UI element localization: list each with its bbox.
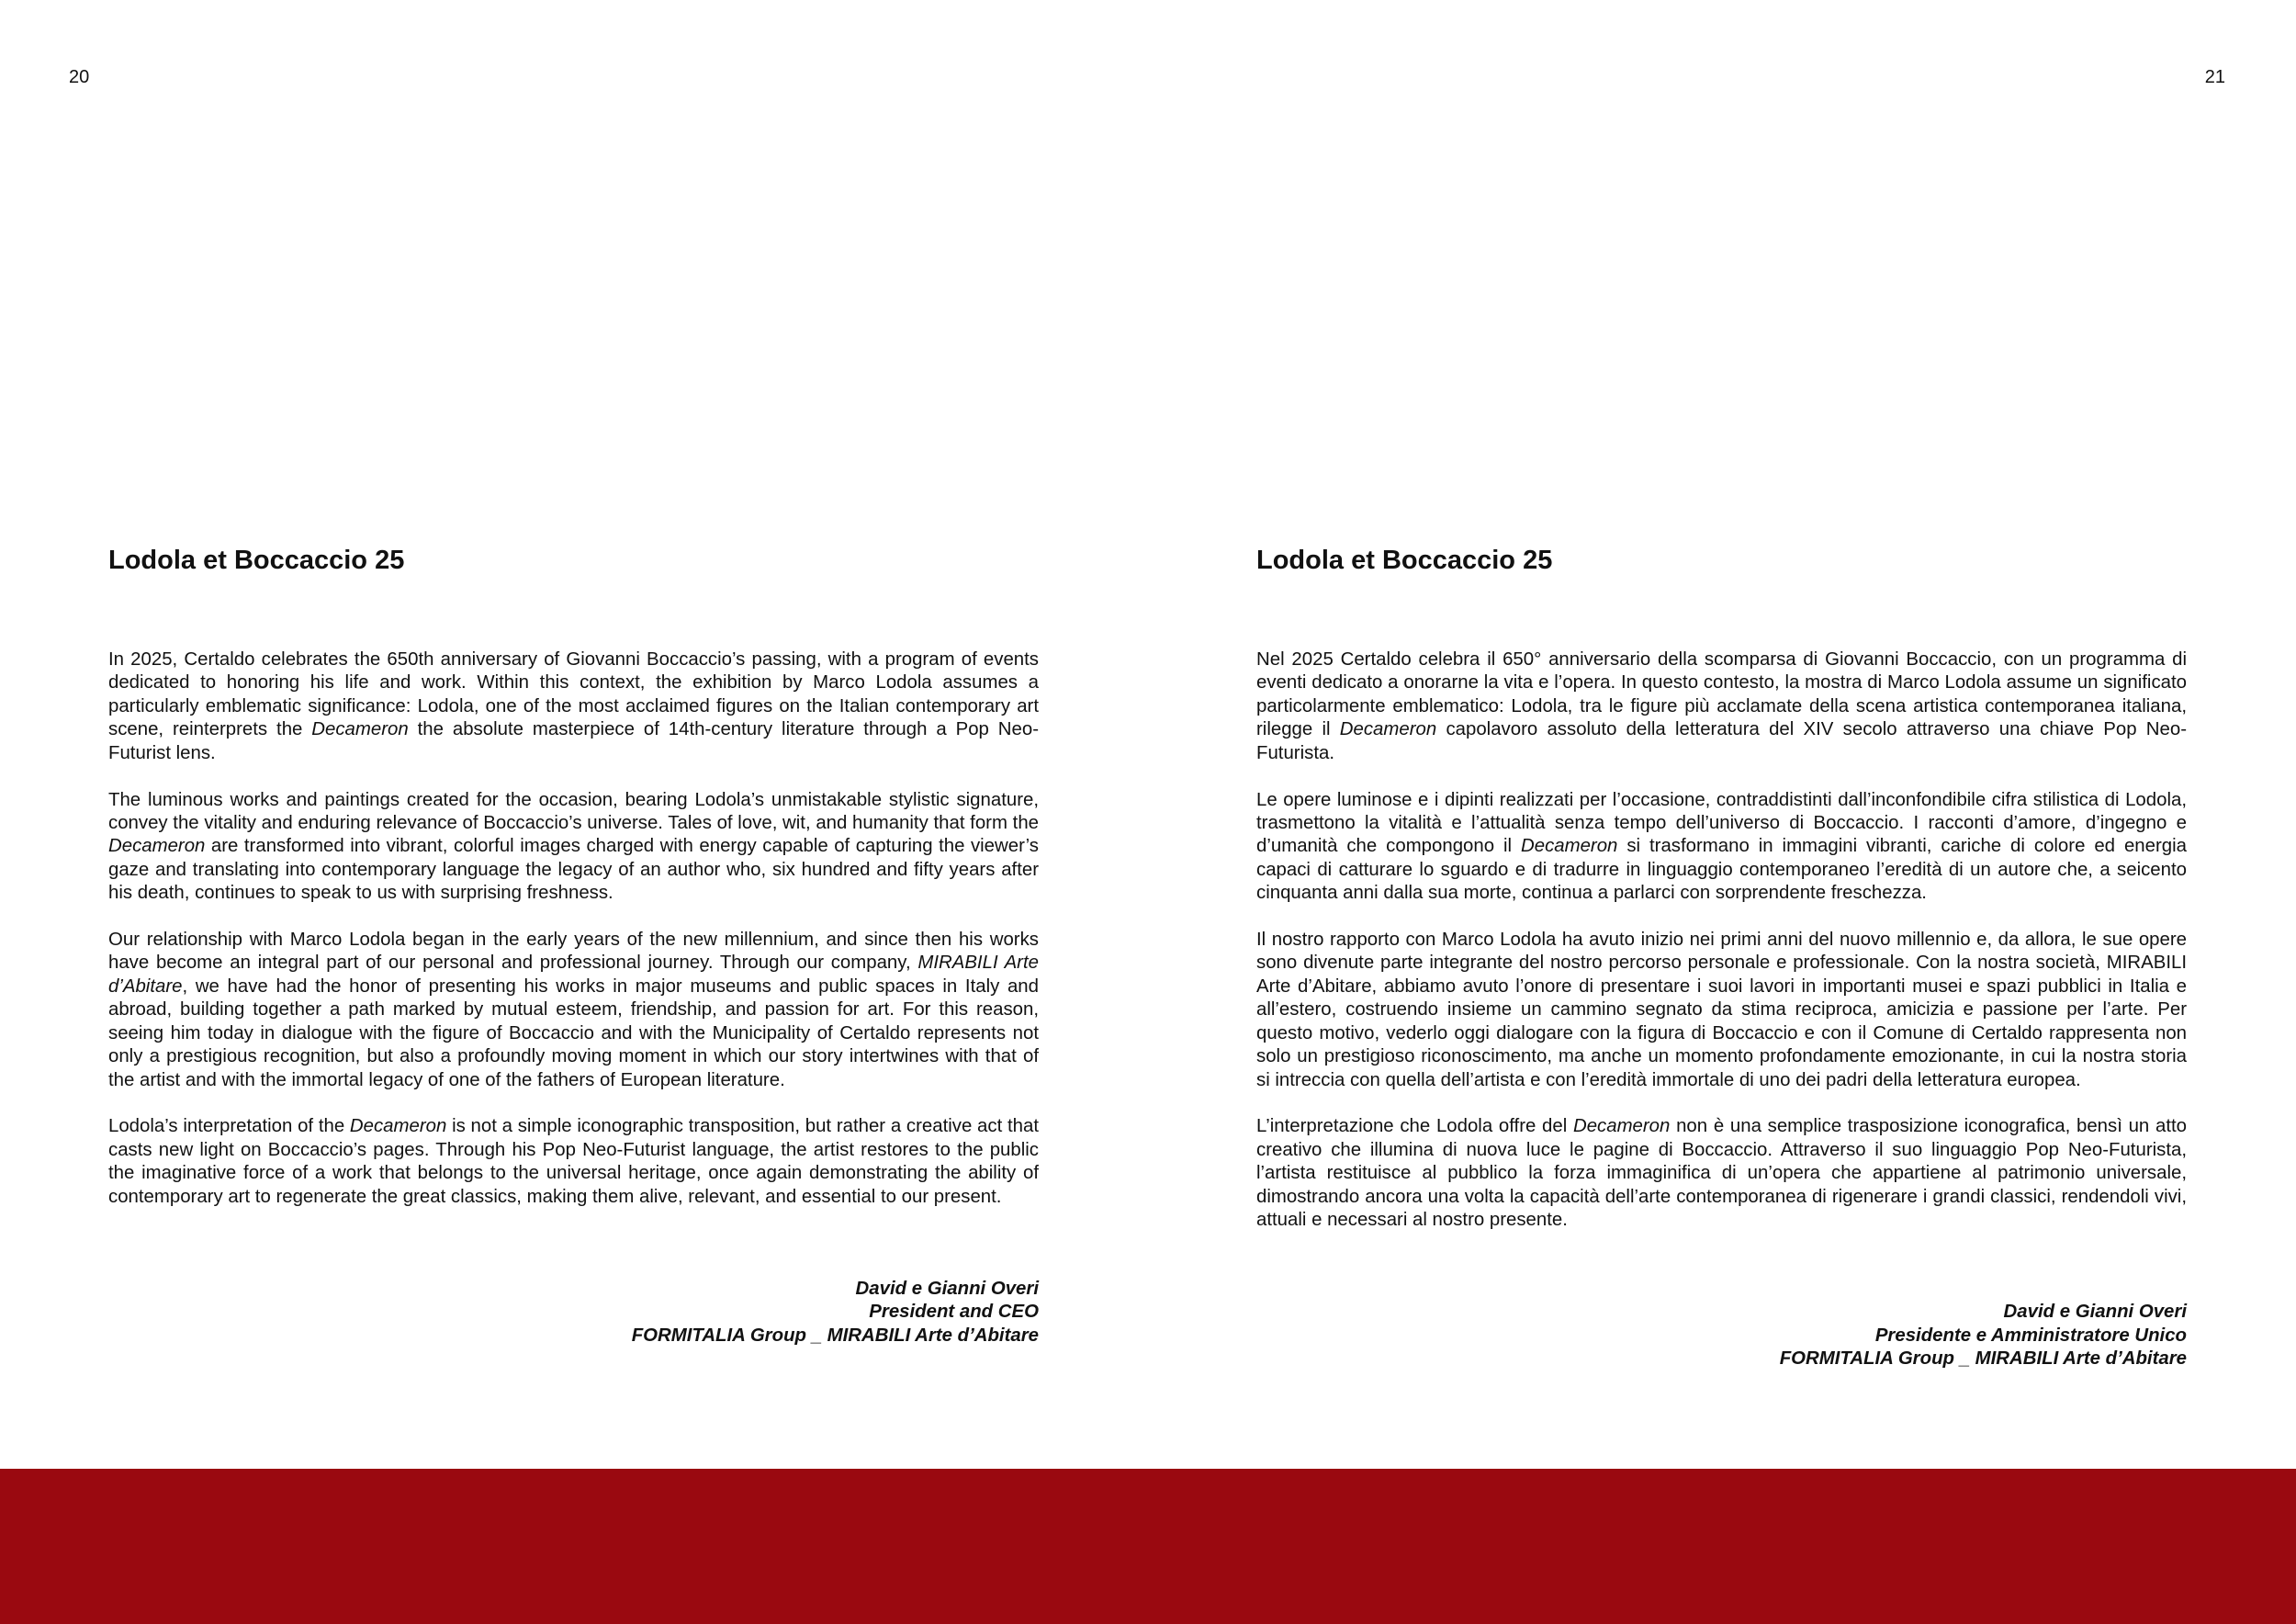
italic-title: Decameron — [108, 836, 206, 857]
paragraph: Le opere luminose e i dipinti realizzati per l’occasione, contraddistinti dall’inconfondibile cifra stilistica di Lodola, trasmettono la vitalità e l’attualità senza tempo dell’universo di Boccaccio. I racconti d’amore, d’ingegno e d’umanità che compongono il Decameron si trasformano in immagini vibranti, cariche di colore ed energia capaci di catturare lo sguardo e di tradurre in linguaggio contemporaneo l’eredità di un autore che, a seicento cinquanta anni dalla sua morte, continua a parlarci con sorprendente freschezza. — [1256, 789, 2187, 904]
paragraph: Il nostro rapporto con Marco Lodola ha avuto inizio nei primi anni del nuovo millennio e, da allora, le sue opere sono divenute parte integrante del nostro percorso personale e professionale. Con la nostra società, MIRABILI Arte d’Abitare, abbiamo avuto l’onore di presentare i suoi lavori in importanti musei e spazi pubblici in Italia e all’estero, costruendo insieme un cammino segnato da stima reciproca, amicizia e passione per l’arte. Per questo motivo, vederlo oggi dialogare con la figura di Boccaccio e con il Comune di Certaldo rappresenta non solo un prestigioso riconoscimento, ma anche un momento profondamente emozionante, in cui la nostra storia si intreccia con quella dell’artista e con l’eredità immortale di uno dei padri della letteratura europea. — [1256, 930, 2187, 1090]
paragraph: The luminous works and paintings created for the occasion, bearing Lodola’s unmistakable stylistic signature, convey the vitality and enduring relevance of Boccaccio’s universe. Tales of love, wit, and humanity that form the Decameron are transformed into vibrant, colorful images charged with energy capable of capturing the viewer’s gaze and translating into contemporary language the legacy of an author who, six hundred and fifty years after his death, continues to speak to us with surprising freshness. — [108, 789, 1039, 904]
signature-company: FORMITALIA Group _ MIRABILI Arte d’Abitare — [1779, 1348, 2187, 1370]
paragraph: Our relationship with Marco Lodola began in the early years of the new millennium, and since then his works have become an integral part of our personal and professional journey. Through our company, MIRABILI Arte d’Abitare, we have had the honor of presenting his works in major museums and public spaces in Italy and abroad, building together a path marked by mutual esteem, friendship, and passion for art. For this reason, seeing him today in dialogue with the figure of Boccaccio and with the Municipality of Certaldo represents not only a prestigious recognition, but also a profoundly moving moment in which our story intertwines with that of the artist and with the immortal legacy of one of the fathers of European literature. — [108, 930, 1039, 1090]
paragraph: L’interpretazione che Lodola offre del Decameron non è una semplice trasposizione iconografica, bensì un atto creativo che illumina di nuova luce le pagine di Boccaccio. Attraverso il suo linguaggio Pop Neo-Futurista, l’artista restituisce al pubblico la forza immaginifica di un’opera che appartiene al patrimonio universale, dimostrando ancora una volta la capacità dell’arte contemporanea di rigenerare i grandi classici, rendendoli vivi, attuali e necessari al nostro presente. — [1256, 1116, 2187, 1231]
signature-role: Presidente e Amministratore Unico — [1874, 1325, 2187, 1346]
body-text-right — [1256, 648, 2187, 1232]
page-left-column — [108, 546, 1039, 1348]
signature-block-right — [1256, 1301, 2187, 1370]
page-title-right: Lodola et Boccaccio 25 — [1256, 546, 1553, 575]
page-number-left: 20 — [69, 67, 90, 87]
page-number-right: 21 — [2204, 67, 2225, 87]
italic-title: Decameron — [349, 1116, 447, 1137]
signature-names: David e Gianni Overi — [855, 1279, 1039, 1300]
signature-role: President and CEO — [869, 1302, 1039, 1323]
paragraph: Nel 2025 Certaldo celebra il 650° anniversario della scomparsa di Giovanni Boccaccio, con un programma di eventi dedicato a onorarne la vita e l’opera. In questo contesto, la mostra di Marco Lodola assume un significato particolarmente emblematico: Lodola, tra le figure più acclamate della scena artistica contemporanea italiana, rilegge il Decameron capolavoro assoluto della letteratura del XIV secolo attraverso una chiave Pop Neo-Futurista. — [1256, 649, 2187, 763]
footer-color-band — [0, 1469, 2296, 1624]
italic-title: Decameron — [1339, 719, 1437, 740]
italic-title: Decameron — [1521, 836, 1618, 857]
page-title-left: Lodola et Boccaccio 25 — [108, 546, 405, 575]
page-right-column — [1256, 546, 2187, 1371]
signature-company: FORMITALIA Group _ MIRABILI Arte d’Abitare — [631, 1325, 1039, 1346]
body-text-left — [108, 648, 1039, 1209]
italic-title: MIRABILI Arte d’Abitare — [108, 953, 1039, 997]
signature-names: David e Gianni Overi — [2003, 1302, 2187, 1323]
signature-block-left — [108, 1278, 1039, 1348]
paragraph: In 2025, Certaldo celebrates the 650th anniversary of Giovanni Boccaccio’s passing, with a program of events dedicated to honoring his life and work. Within this context, the exhibition by Marco Lodola assumes a particularly emblematic significance: Lodola, one of the most acclaimed figures on the Italian contemporary art scene, reinterprets the Decameron the absolute masterpiece of 14th-century literature through a Pop Neo-Futurist lens. — [108, 649, 1039, 763]
italic-title: Decameron — [311, 719, 409, 740]
paragraph: Lodola’s interpretation of the Decameron is not a simple iconographic transposition, but rather a creative act that casts new light on Boccaccio’s pages. Through his Pop Neo-Futurist language, the artist restores to the public the imaginative force of a work that belongs to the universal heritage, once again demonstrating the ability of contemporary art to regenerate the great classics, making them alive, relevant, and essential to our present. — [108, 1116, 1039, 1207]
italic-title: Decameron — [1572, 1116, 1671, 1137]
